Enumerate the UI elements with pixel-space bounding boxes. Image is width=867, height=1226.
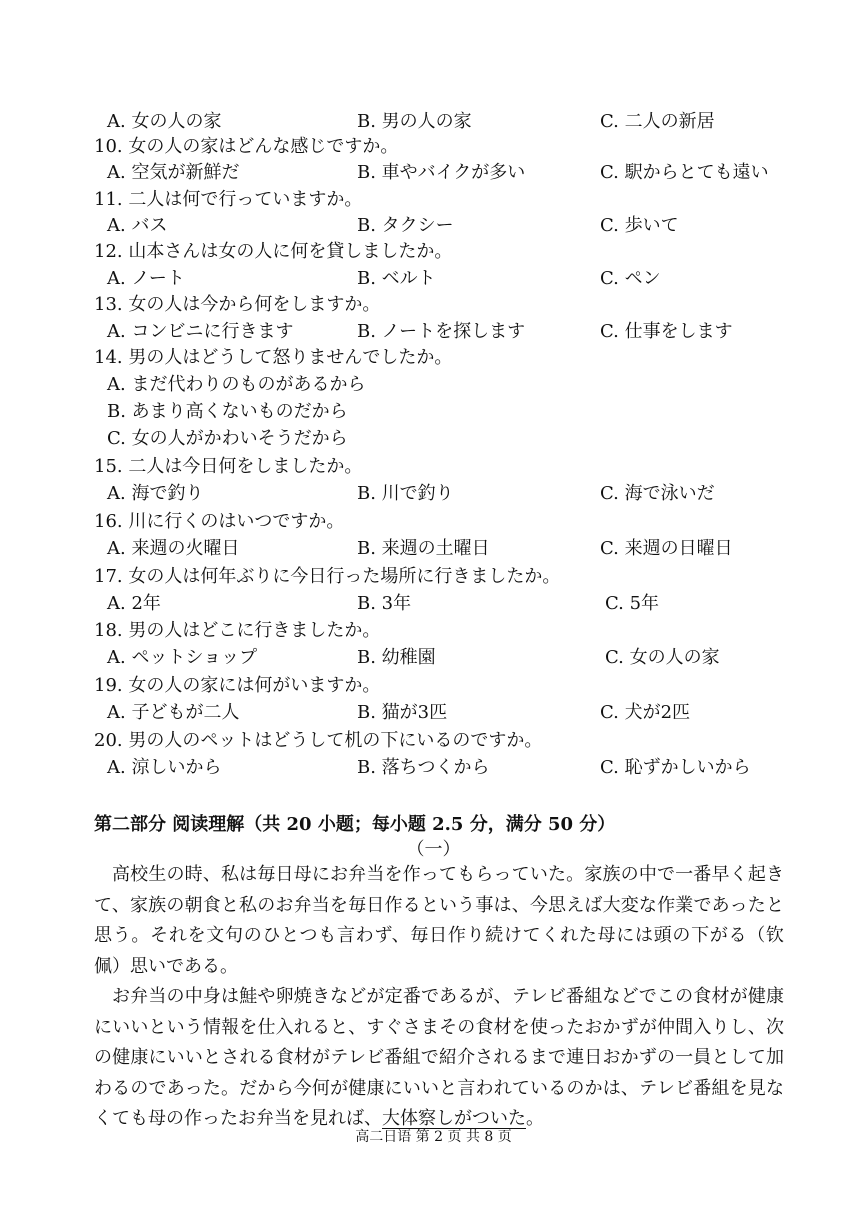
section-heading: 第二部分 阅读理解（共 20 小题；每小题 2.5 分，满分 50 分） bbox=[94, 814, 616, 835]
question-18-options bbox=[0, 646, 867, 670]
question-10 bbox=[0, 135, 867, 159]
option-b: B. 車やバイクが多い bbox=[357, 162, 526, 183]
option-c: C. 犬が2匹 bbox=[600, 702, 691, 723]
question-17 bbox=[0, 565, 867, 589]
option-c: C. ペン bbox=[600, 268, 661, 289]
question-text: 19. 女の人の家には何がいますか。 bbox=[94, 675, 381, 696]
question-text: 14. 男の人はどうして怒りませんでしたか。 bbox=[94, 347, 453, 368]
question-14-option-a-row bbox=[0, 373, 867, 397]
option-b: B. あまり高くないものだから bbox=[107, 401, 348, 422]
question-19 bbox=[0, 674, 867, 698]
option-a: A. 女の人の家 bbox=[107, 111, 222, 132]
question-12-options bbox=[0, 267, 867, 291]
option-b: B. ノートを探します bbox=[357, 321, 526, 342]
question-row-9-options bbox=[0, 110, 867, 134]
option-a: A. バス bbox=[107, 215, 168, 236]
question-13 bbox=[0, 293, 867, 317]
option-c: C. 恥ずかしいから bbox=[600, 757, 751, 778]
option-a: A. 涼しいから bbox=[107, 757, 222, 778]
question-14-option-b-row bbox=[0, 400, 867, 424]
question-11 bbox=[0, 188, 867, 212]
option-a: A. 子どもが二人 bbox=[107, 702, 240, 723]
passage-label: （一） bbox=[406, 839, 461, 860]
question-10-options bbox=[0, 161, 867, 185]
option-a: A. 来週の火曜日 bbox=[107, 538, 240, 559]
question-11-options bbox=[0, 214, 867, 238]
option-c: C. 歩いて bbox=[600, 215, 679, 236]
paragraph-text: お弁当の中身は鮭や卵焼きなどが定番であるが、テレビ番組などでこの食材が健康にいいという情報を仕入れると、すぐさまその食材を使ったおかずが仲間入りし、次の健康にいいとされる食材がテレビ番組で紹介されるまで連日おかずの一員として加わるのであった。だから今何が健康にいいと言われているのかは、テレビ番組を見なくても母の作ったお弁当を見れば、 bbox=[94, 986, 784, 1129]
option-b: B. 3年 bbox=[357, 593, 412, 614]
option-b: B. 幼稚園 bbox=[357, 647, 436, 668]
question-20-options bbox=[0, 756, 867, 780]
option-c: C. 来週の日曜日 bbox=[600, 538, 733, 559]
option-a: A. 空気が新鮮だ bbox=[107, 162, 240, 183]
question-16 bbox=[0, 510, 867, 534]
question-13-options bbox=[0, 320, 867, 344]
question-14 bbox=[0, 346, 867, 370]
option-b: B. タクシー bbox=[357, 215, 454, 236]
option-b: B. 落ちつくから bbox=[357, 757, 490, 778]
option-a: A. 海で釣り bbox=[107, 483, 204, 504]
question-15-options bbox=[0, 482, 867, 506]
option-a: A. ペットショップ bbox=[107, 647, 258, 668]
question-19-options bbox=[0, 701, 867, 725]
question-text: 11. 二人は何で行っていますか。 bbox=[94, 189, 363, 210]
option-c: C. 女の人の家 bbox=[605, 647, 720, 668]
question-18 bbox=[0, 619, 867, 643]
option-c: C. 駅からとても遠い bbox=[600, 162, 769, 183]
paragraph-end: 。 bbox=[526, 1108, 544, 1129]
option-b: B. 男の人の家 bbox=[357, 111, 472, 132]
question-16-options bbox=[0, 537, 867, 561]
option-b: B. ベルト bbox=[357, 268, 436, 289]
question-14-option-c-row bbox=[0, 427, 867, 451]
question-text: 16. 川に行くのはいつですか。 bbox=[94, 511, 345, 532]
question-text: 17. 女の人は何年ぶりに今日行った場所に行きましたか。 bbox=[94, 566, 561, 587]
option-c: C. 海で泳いだ bbox=[600, 483, 715, 504]
option-a: A. 2年 bbox=[107, 593, 161, 614]
question-20 bbox=[0, 729, 867, 753]
question-12 bbox=[0, 240, 867, 264]
page-footer: 高二日语 第 2 页 共 8 页 bbox=[355, 1129, 512, 1145]
question-17-options bbox=[0, 592, 867, 616]
option-a: A. ノート bbox=[107, 268, 185, 289]
option-b: B. 川で釣り bbox=[357, 483, 454, 504]
option-c: C. 女の人がかわいそうだから bbox=[107, 428, 348, 449]
question-text: 13. 女の人は今から何をしますか。 bbox=[94, 294, 381, 315]
underlined-phrase: 大体察しがついた bbox=[382, 1108, 526, 1129]
option-c: C. 5年 bbox=[605, 593, 660, 614]
question-text: 10. 女の人の家はどんな感じですか。 bbox=[94, 136, 399, 157]
option-b: B. 来週の土曜日 bbox=[357, 538, 490, 559]
passage-paragraph-1: 高校生の時、私は毎日母にお弁当を作ってもらっていた。家族の中で一番早く起きて、家族の朝食と私のお弁当を毎日作るという事は、今思えば大変な作業であったと思う。それを文句のひとつも言わず、毎日作り続けてくれた母には頭の下がる（钦佩）思いである。 bbox=[94, 864, 784, 977]
option-b: B. 猫が3匹 bbox=[357, 702, 448, 723]
question-text: 15. 二人は今日何をしましたか。 bbox=[94, 456, 363, 477]
question-text: 20. 男の人のペットはどうして机の下にいるのですか。 bbox=[94, 730, 543, 751]
question-text: 18. 男の人はどこに行きましたか。 bbox=[94, 620, 381, 641]
question-text: 12. 山本さんは女の人に何を貸しましたか。 bbox=[94, 241, 453, 262]
option-a: A. まだ代わりのものがあるから bbox=[107, 374, 366, 395]
option-c: C. 二人の新居 bbox=[600, 111, 715, 132]
option-c: C. 仕事をします bbox=[600, 321, 733, 342]
question-15 bbox=[0, 455, 867, 479]
passage-paragraph-2 bbox=[94, 982, 784, 1135]
option-a: A. コンビニに行きます bbox=[107, 321, 294, 342]
